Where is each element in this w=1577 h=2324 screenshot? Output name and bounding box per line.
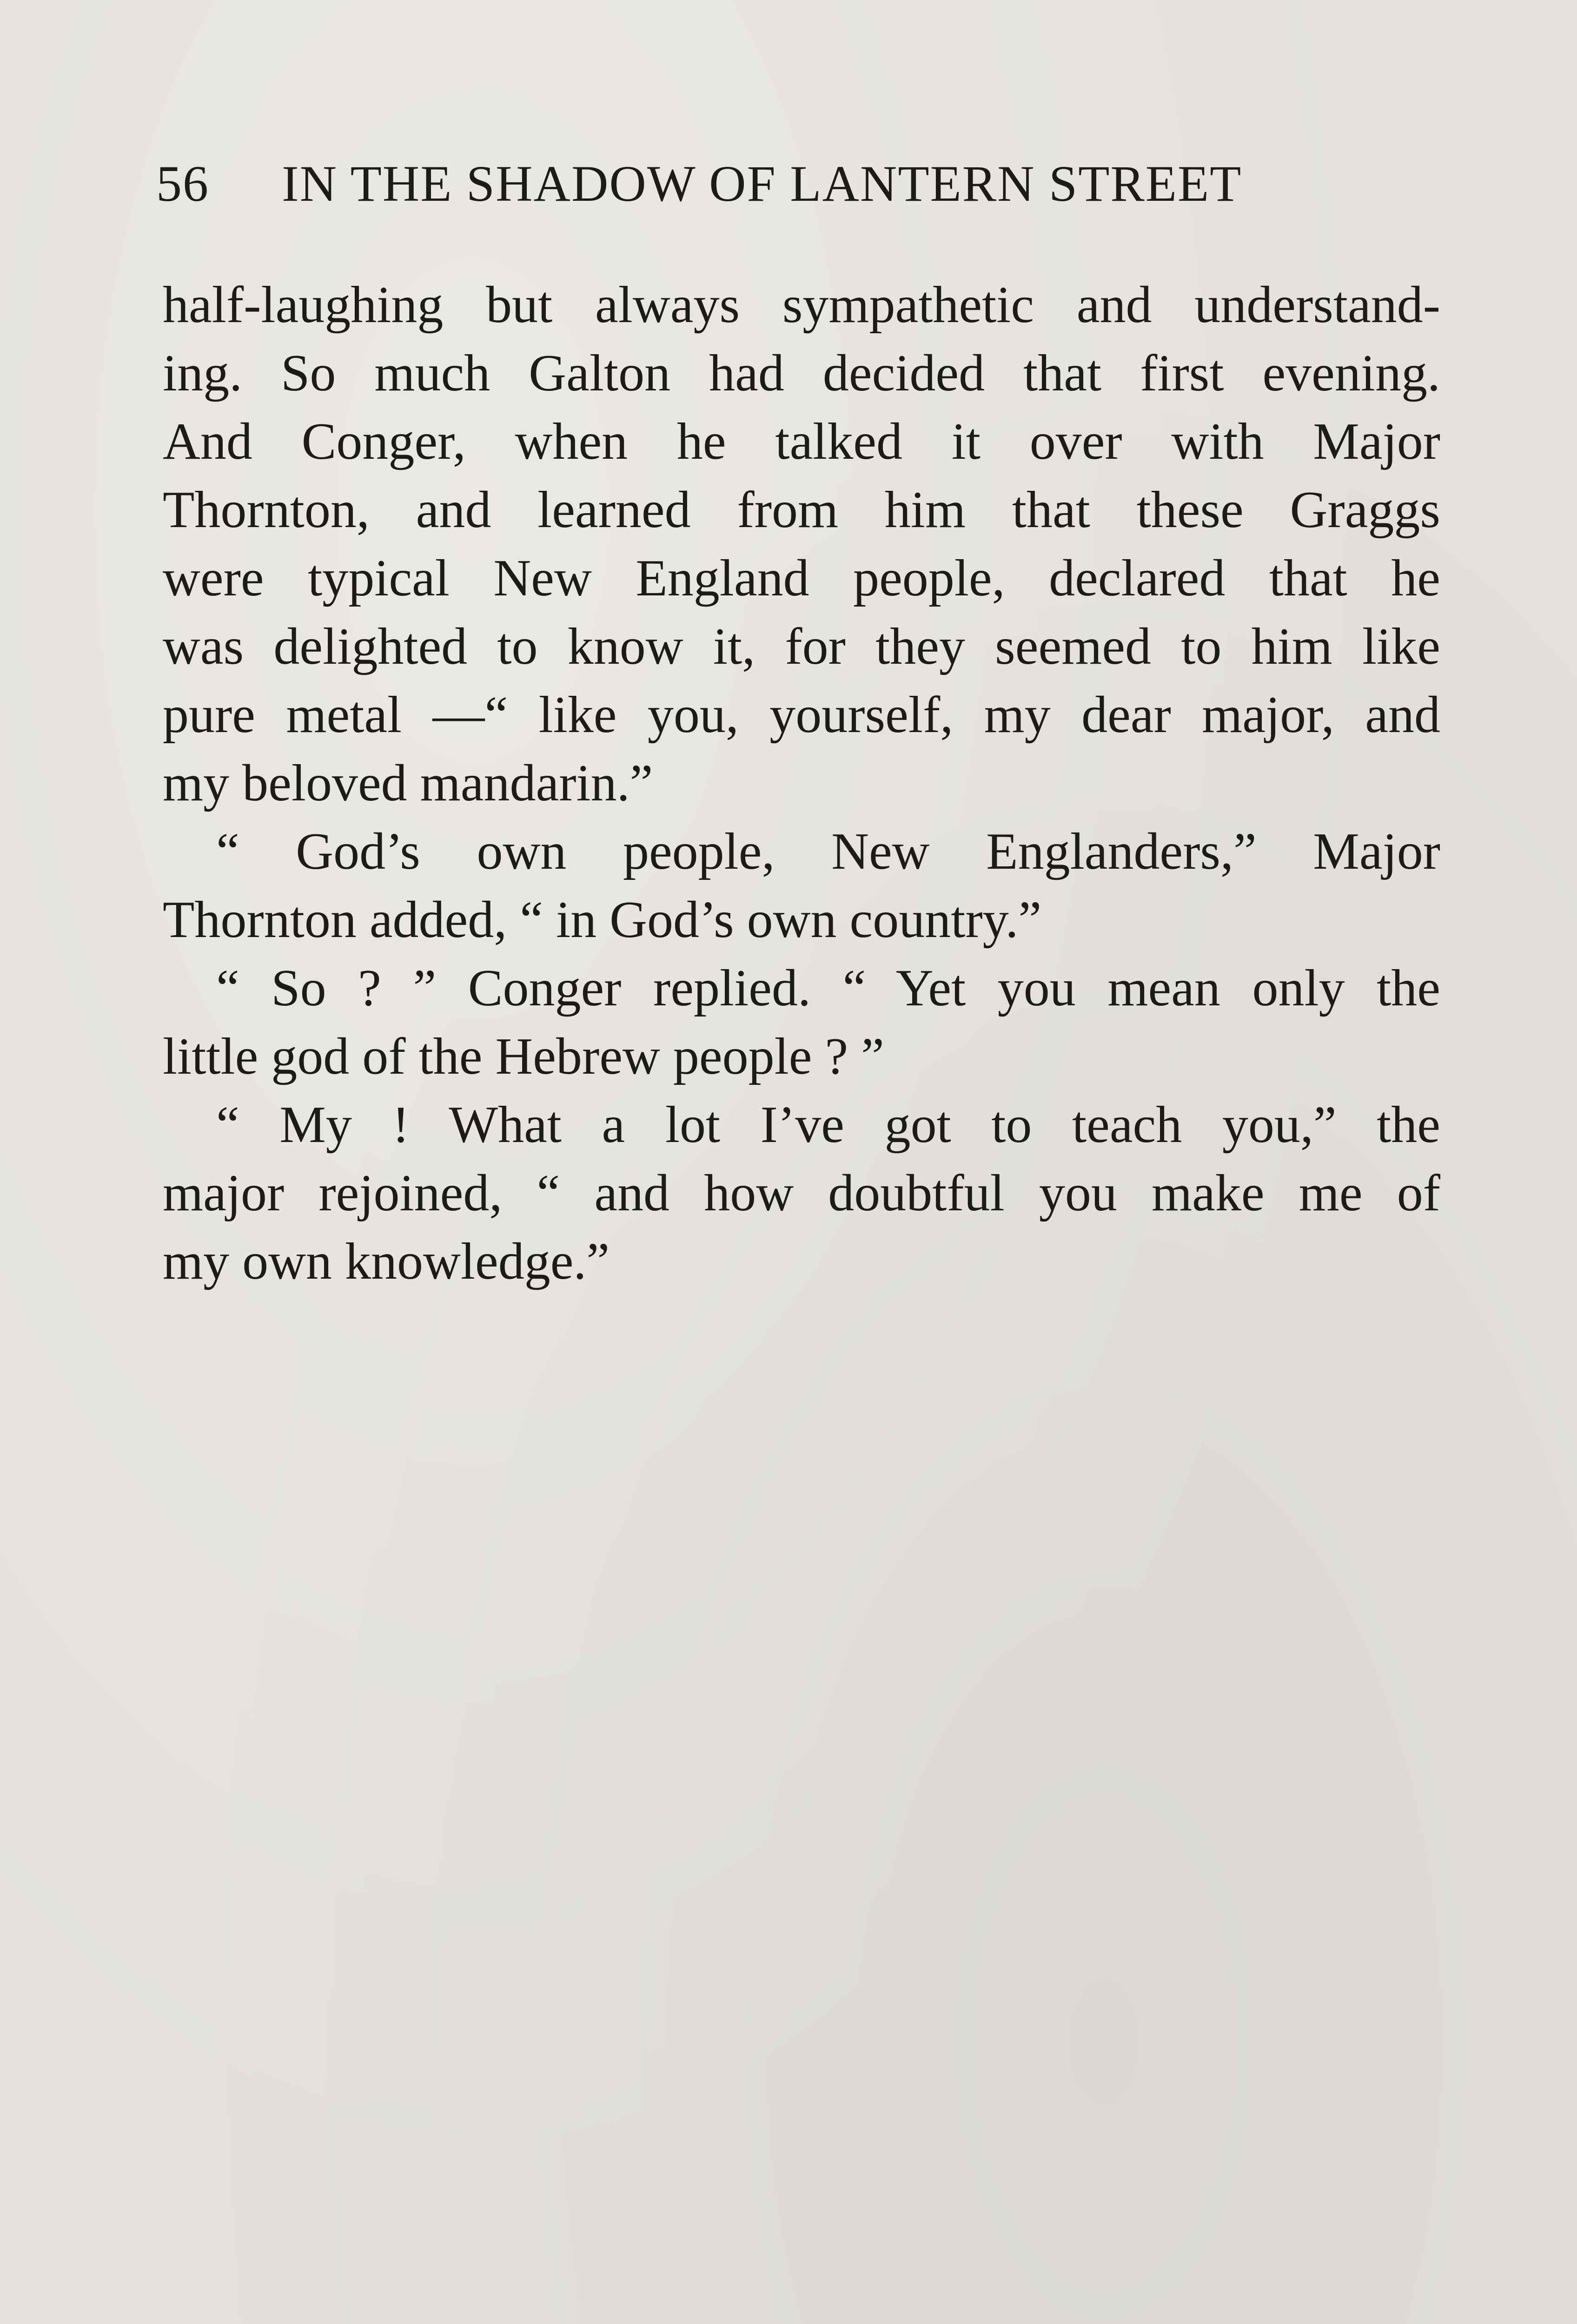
- running-title: IN THE SHADOW OF LANTERN STREET: [282, 155, 1242, 212]
- text-line: ing. So much Galton had decided that first evening.: [163, 344, 1440, 402]
- text-line: And Conger, when he talked it over with Major: [163, 413, 1440, 470]
- text-line: were typical New England people, declared that he: [163, 549, 1440, 607]
- text-line: my own knowledge.”: [163, 1233, 610, 1290]
- page-number: 56: [156, 155, 209, 212]
- body-text: [163, 271, 1440, 1296]
- text-line: “ So ? ” Conger replied. “ Yet you mean only the: [216, 959, 1440, 1017]
- text-line: “ My ! What a lot I’ve got to teach you,” the: [216, 1096, 1440, 1154]
- text-line: Thornton, and learned from him that these Graggs: [163, 481, 1440, 539]
- text-line: my beloved mandarin.”: [163, 754, 653, 812]
- text-line: major rejoined, “ and how doubtful you make me of: [163, 1164, 1440, 1222]
- text-line: pure metal —“ like you, yourself, my dear major, and: [163, 686, 1440, 744]
- text-line: half-laughing but always sympathetic and understand-: [163, 276, 1440, 334]
- text-line: Thornton added, “ in God’s own country.”: [163, 891, 1042, 949]
- running-head: [156, 153, 1407, 214]
- text-line: “ God’s own people, New Englanders,” Major: [216, 823, 1440, 880]
- text-line: little god of the Hebrew people ? ”: [163, 1028, 884, 1085]
- text-line: was delighted to know it, for they seemed to him like: [163, 618, 1440, 675]
